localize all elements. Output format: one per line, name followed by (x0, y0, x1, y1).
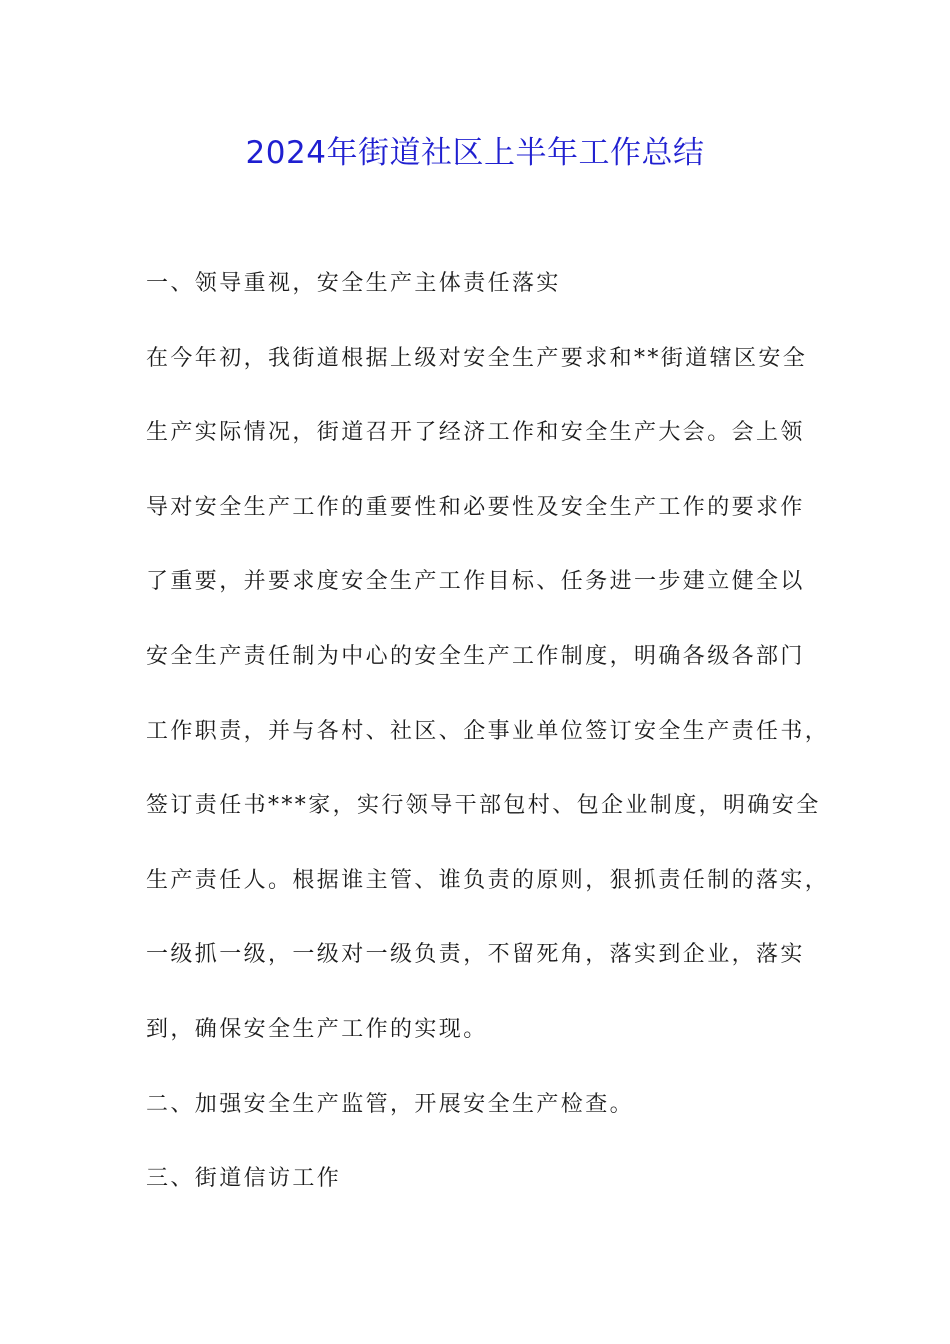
paragraph-line: 了重要，并要求度安全生产工作目标、任务进一步建立健全以 (146, 569, 805, 595)
section-heading-3: 三、街道信访工作 (146, 1166, 342, 1192)
paragraph-line: 安全生产责任制为中心的安全生产工作制度，明确各级各部门 (146, 643, 805, 669)
document-body (146, 260, 836, 1230)
paragraph-line: 生产实际情况，街道召开了经济工作和安全生产大会。会上领 (146, 420, 805, 446)
paragraph-line: 一级抓一级，一级对一级负责，不留死角，落实到企业，落实 (146, 942, 805, 968)
section-heading-1: 一、领导重视，安全生产主体责任落实 (146, 271, 561, 296)
paragraph-line: 生产责任人。根据谁主管、谁负责的原则，狠抓责任制的落实， (146, 867, 830, 893)
paragraph-line: 在今年初，我街道根据上级对安全生产要求和**街道辖区安全 (146, 345, 808, 371)
paragraph-line: 导对安全生产工作的重要性和必要性及安全生产工作的要求作 (146, 494, 805, 520)
paragraph-line: 签订责任书***家，实行领导干部包村、包企业制度，明确安全 (146, 793, 821, 819)
section-heading-2: 二、加强安全生产监管，开展安全生产检查。 (146, 1091, 635, 1117)
document-title: 2024年街道社区上半年工作总结 (245, 135, 705, 171)
paragraph-line: 到，确保安全生产工作的实现。 (146, 1016, 488, 1042)
paragraph-line: 工作职责，并与各村、社区、企事业单位签订安全生产责任书， (146, 718, 830, 744)
